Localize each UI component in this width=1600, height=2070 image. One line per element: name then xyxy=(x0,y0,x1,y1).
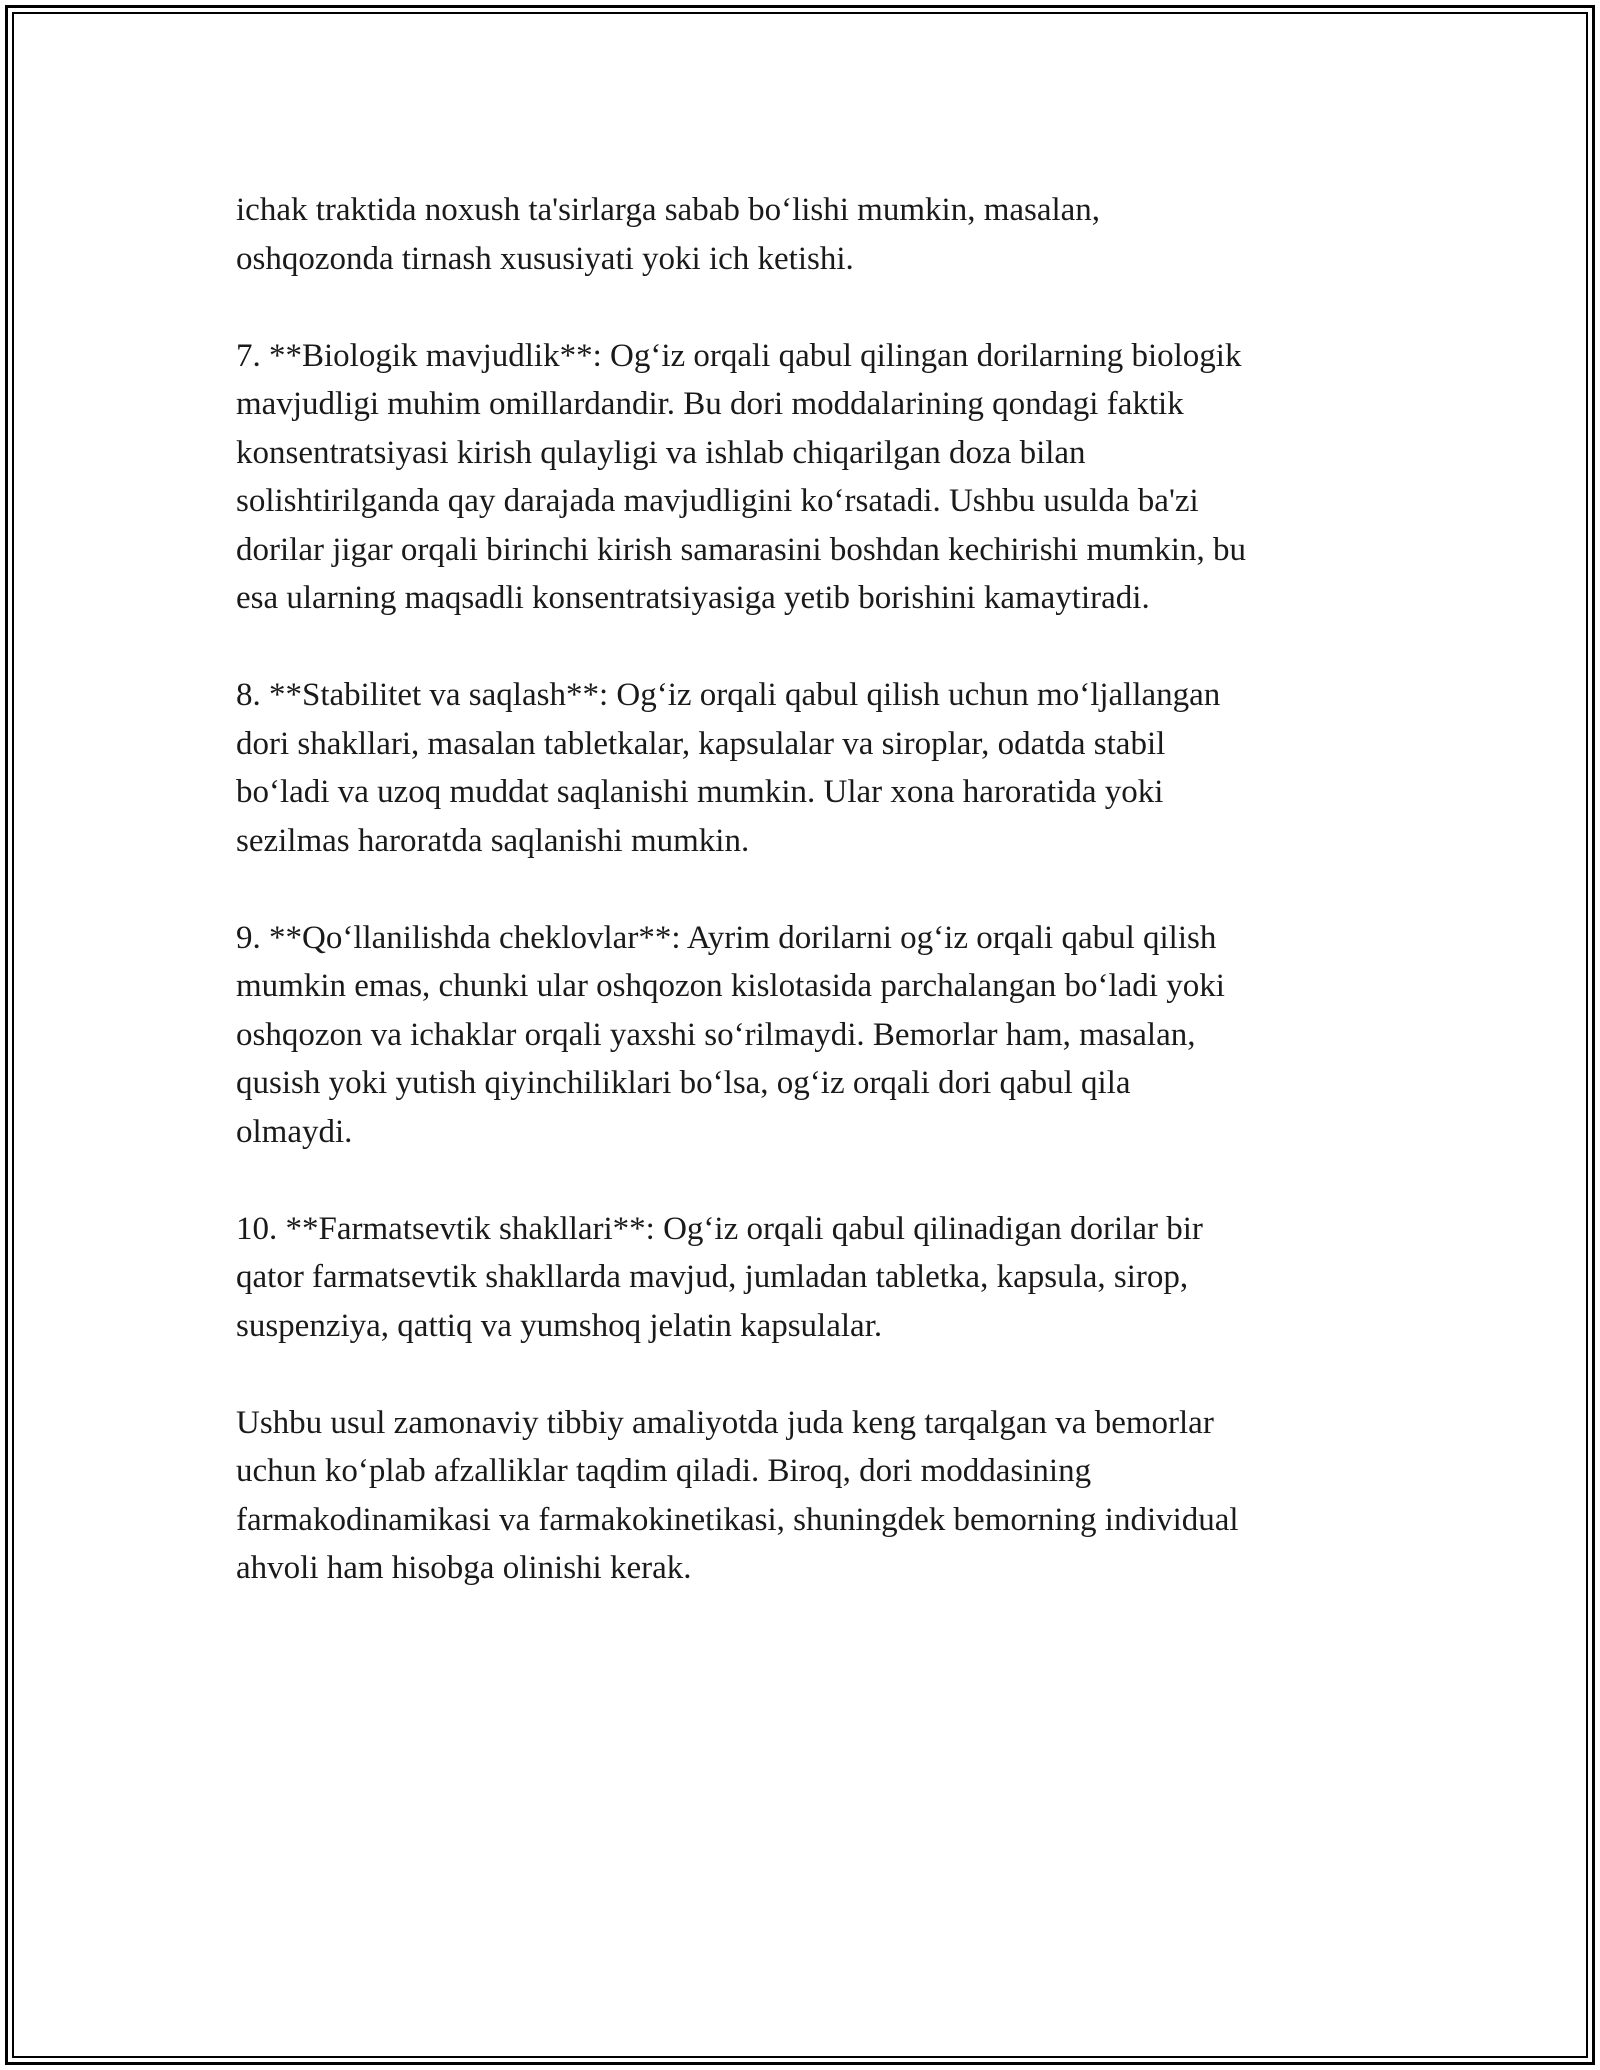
paragraph-biologik-mavjudlik: 7. **Biologik mavjudlik**: Og‘iz orqali qabul qilingan dorilarning biologik mavjudligi muhim omillardandir. Bu dori moddalarining qondagi faktik konsentratsiyasi kirish qulayligi va ishlab chiqarilgan doza bilan solishtirilganda qay darajada mavjudligini ko‘rsatadi. Ushbu usulda ba'zi dorilar jigar orqali birinchi kirish samarasini boshdan kechirishi mumkin, bu esa ularning maqsadli konsentratsiyasiga yetib borishini kamaytiradi. xyxy=(236,337,1246,616)
document-body xyxy=(236,186,1366,1641)
paragraph-continuation: ichak traktida noxush ta'sirlarga sabab bo‘lishi mumkin, masalan, oshqozonda tirnash xususiyati yoki ich ketishi. xyxy=(236,192,1101,277)
paragraph-conclusion: Ushbu usul zamonaviy tibbiy amaliyotda juda keng tarqalgan va bemorlar uchun ko‘plab afzalliklar taqdim qiladi. Biroq, dori moddasining farmakodinamikasi va farmakokinetikasi, shuningdek bemorning individual ahvoli ham hisobga olinishi kerak. xyxy=(236,1404,1239,1586)
paragraph-farmatsevtik-shakllari: 10. **Farmatsevtik shakllari**: Og‘iz orqali qabul qilinadigan dorilar bir qator farmatsevtik shakllarda mavjud, jumladan tabletka, kapsula, sirop, suspenziya, qattiq va yumshoq jelatin kapsulalar. xyxy=(236,1210,1203,1344)
paragraph-qollanilishda-cheklovlar: 9. **Qo‘llanilishda cheklovlar**: Ayrim dorilarni og‘iz orqali qabul qilish mumkin emas, chunki ular oshqozon kislotasida parchalangan bo‘ladi yoki oshqozon va ichaklar orqali yaxshi so‘rilmaydi. Bemorlar ham, masalan, qusish yoki yutish qiyinchiliklari bo‘lsa, og‘iz orqali dori qabul qila olmaydi. xyxy=(236,919,1225,1150)
paragraph-stabilitet-va-saqlash: 8. **Stabilitet va saqlash**: Og‘iz orqali qabul qilish uchun mo‘ljallangan dori shakllari, masalan tabletkalar, kapsulalar va siroplar, odatda stabil bo‘ladi va uzoq muddat saqlanishi mumkin. Ular xona haroratida yoki sezilmas haroratda saqlanishi mumkin. xyxy=(236,677,1221,859)
